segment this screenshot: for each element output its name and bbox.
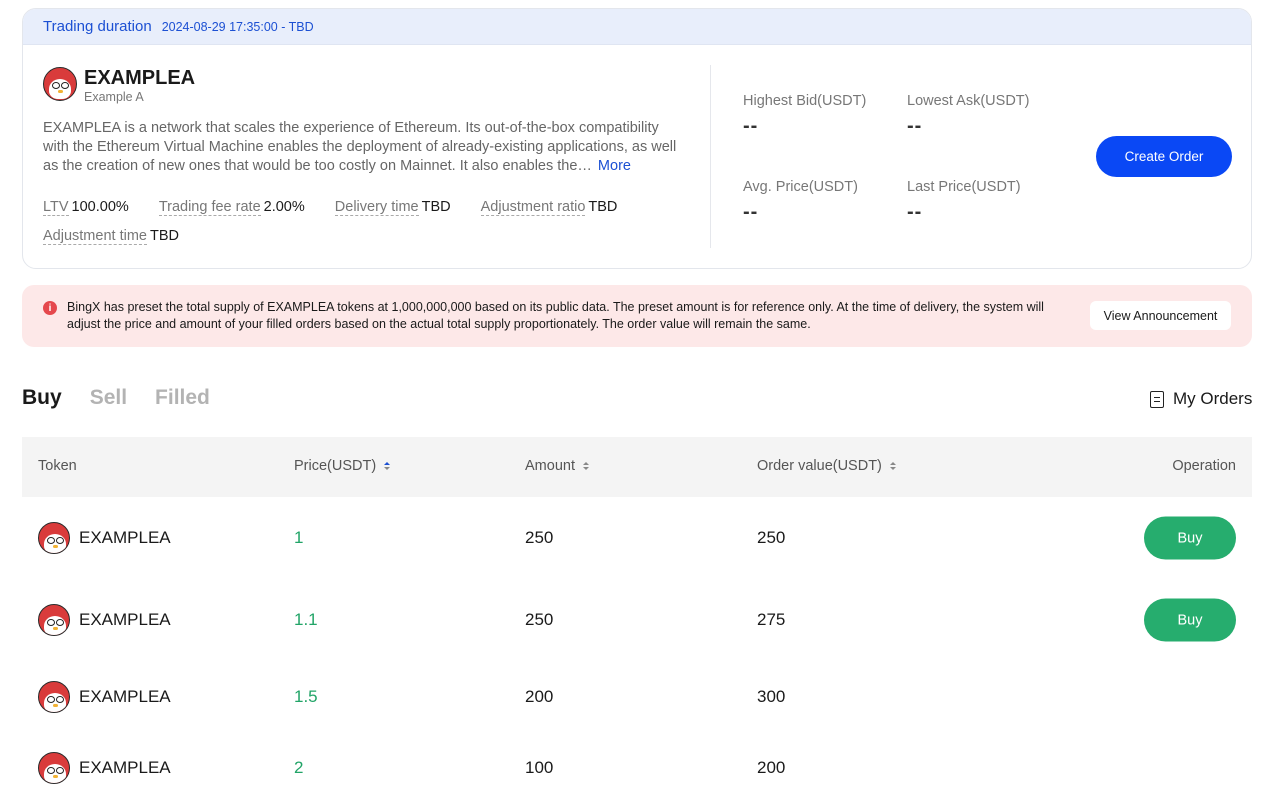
token-description	[43, 119, 683, 176]
trading-duration-label: Trading duration	[43, 18, 152, 35]
avg-price-value: --	[743, 201, 759, 223]
tab-buy[interactable]: Buy	[22, 386, 62, 409]
table-row	[22, 590, 1252, 650]
col-token-label: Token	[38, 458, 77, 474]
token-info-card	[22, 8, 1252, 269]
row-order-value: 300	[757, 687, 786, 706]
row-amount: 250	[525, 528, 554, 547]
lowest-ask	[907, 93, 1029, 138]
col-operation-label: Operation	[1172, 458, 1236, 474]
avg-price	[743, 179, 858, 224]
col-operation	[1172, 458, 1236, 474]
lowest-ask-label: Lowest Ask(USDT)	[907, 93, 1030, 109]
highest-bid-value: --	[743, 115, 759, 137]
token-logo-icon	[38, 522, 70, 554]
trading-duration-bar	[23, 9, 1251, 45]
my-orders-link[interactable]	[1150, 389, 1252, 409]
row-token	[38, 604, 171, 636]
sort-icon[interactable]	[384, 462, 390, 470]
metric-label[interactable]: Trading fee rate	[158, 199, 261, 215]
alert-text: BingX has preset the total supply of EXAMPLEA tokens at 1,000,000,000 based on its public data. The preset amount is for reference only. At the time of delivery, the system will adjust the price and amount of your filled orders based on the actual total supply proportionately. The order value will remain the same.	[67, 300, 1044, 331]
metric-label[interactable]: Delivery time	[334, 199, 419, 215]
last-price-label: Last Price(USDT)	[907, 179, 1021, 195]
info-icon: i	[43, 301, 57, 315]
trading-duration-value: 2024-08-29 17:35:00 - TBD	[161, 19, 314, 34]
last-price	[907, 179, 1021, 224]
row-price: 2	[294, 758, 304, 777]
row-price: 1	[294, 528, 304, 547]
col-order-value[interactable]	[757, 458, 896, 474]
token-logo-icon	[43, 67, 77, 101]
token-header	[43, 67, 195, 104]
row-amount: 100	[525, 758, 554, 777]
document-icon	[1150, 391, 1164, 408]
metric-value: TBD	[588, 199, 618, 215]
buy-button[interactable]: Buy	[1144, 599, 1236, 642]
tab-sell[interactable]: Sell	[89, 386, 128, 409]
col-order-value-label: Order value(USDT)	[757, 458, 882, 474]
metric-value: 100.00%	[71, 199, 129, 215]
description-text: EXAMPLEA is a network that scales the experience of Ethereum. Its out-of-the-box compatibility with the Ethereum Virtual Machine enables the deployment of already-existing applications, as well as the creation of new ones that would be too costly on Mainnet. It also enables the…	[43, 120, 677, 174]
highest-bid-label: Highest Bid(USDT)	[743, 93, 867, 109]
row-order-value: 275	[757, 610, 786, 629]
vertical-divider	[710, 65, 711, 248]
row-price: 1.5	[294, 687, 318, 706]
tab-filled[interactable]: Filled	[155, 386, 210, 409]
table-row	[22, 508, 1252, 568]
create-order-button[interactable]: Create Order	[1096, 136, 1232, 177]
row-token-name: EXAMPLEA	[79, 758, 171, 777]
token-metrics	[43, 199, 683, 257]
row-amount: 250	[525, 610, 554, 629]
row-amount: 200	[525, 687, 554, 706]
col-amount-label: Amount	[525, 458, 575, 474]
order-tabs	[22, 386, 210, 410]
metric-ltv	[43, 199, 129, 215]
col-token	[38, 458, 77, 474]
row-token-name: EXAMPLEA	[79, 687, 171, 706]
metric-label[interactable]: Adjustment ratio	[480, 199, 586, 215]
view-announcement-button[interactable]: View Announcement	[1090, 301, 1231, 330]
row-order-value: 250	[757, 528, 786, 547]
row-token	[38, 752, 171, 784]
row-token-name: EXAMPLEA	[79, 528, 171, 547]
row-token	[38, 681, 171, 713]
col-price[interactable]	[294, 458, 390, 474]
metric-adjustment-time	[43, 228, 179, 244]
table-row	[22, 667, 1252, 727]
col-amount[interactable]	[525, 458, 589, 474]
col-price-label: Price(USDT)	[294, 458, 377, 474]
metric-value: TBD	[421, 199, 451, 215]
token-subtitle: Example A	[84, 90, 144, 104]
my-orders-label: My Orders	[1173, 389, 1253, 408]
token-logo-icon	[38, 604, 70, 636]
last-price-value: --	[907, 201, 923, 223]
highest-bid	[743, 93, 866, 138]
lowest-ask-value: --	[907, 115, 923, 137]
token-logo-icon	[38, 752, 70, 784]
sort-icon[interactable]	[890, 462, 896, 470]
metric-label[interactable]: LTV	[43, 199, 69, 215]
table-header	[22, 437, 1252, 497]
metric-value: 2.00%	[263, 199, 305, 215]
metric-label[interactable]: Adjustment time	[43, 228, 147, 244]
avg-price-label: Avg. Price(USDT)	[743, 179, 858, 195]
sort-icon[interactable]	[583, 462, 589, 470]
metric-delivery-time	[335, 199, 451, 215]
token-logo-icon	[38, 681, 70, 713]
row-token	[38, 522, 171, 554]
row-order-value: 200	[757, 758, 786, 777]
row-price: 1.1	[294, 610, 318, 629]
table-row	[22, 738, 1252, 798]
metric-adjustment-ratio	[481, 199, 618, 215]
more-link[interactable]: More	[597, 158, 631, 174]
supply-alert	[22, 285, 1252, 347]
token-name: EXAMPLEA	[84, 67, 196, 89]
metric-trading-fee	[159, 199, 305, 215]
metric-value: TBD	[149, 228, 179, 244]
buy-button[interactable]: Buy	[1144, 517, 1236, 560]
row-token-name: EXAMPLEA	[79, 610, 171, 629]
